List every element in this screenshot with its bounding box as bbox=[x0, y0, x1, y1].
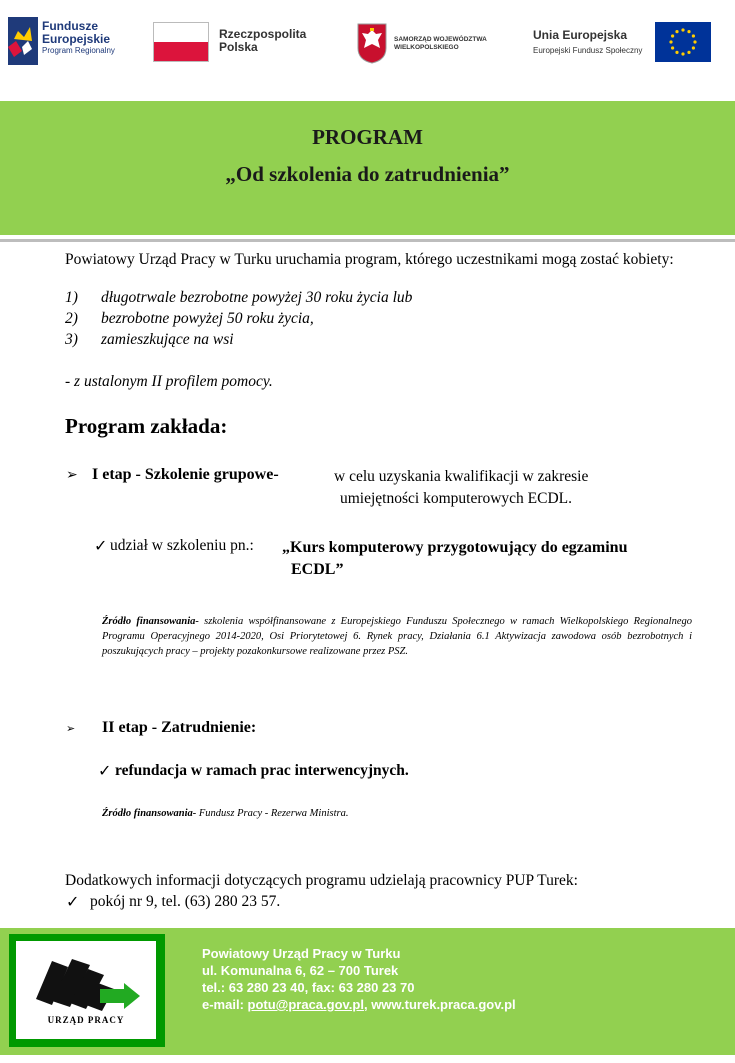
stage2-funding-source: Źródło finansowania- Fundusz Pracy - Rezerwa Ministra. bbox=[102, 808, 349, 819]
footer-contact bbox=[202, 945, 516, 1013]
fe-star-icon bbox=[8, 17, 38, 65]
program-heading: Program zakłada: bbox=[65, 414, 228, 438]
more-info-text: Dodatkowych informacji dotyczących programu udzielają pracownicy PUP Turek: bbox=[65, 872, 578, 889]
check-icon: ✓ bbox=[94, 538, 108, 555]
pup-logo-label: URZĄD PRACY bbox=[47, 1015, 125, 1025]
office-address: ul. Komunalna 6, 62 – 700 Turek bbox=[202, 963, 399, 978]
rzeczpospolita-polska-logo bbox=[153, 22, 323, 62]
ue-line1: Unia Europejska bbox=[533, 28, 628, 42]
course-name: „Kurs komputerowy przygotowujący do egzaminu ECDL” bbox=[282, 539, 628, 578]
divider bbox=[0, 239, 735, 242]
eu-flag-icon bbox=[655, 22, 711, 62]
stage1-funding-source: Źródło finansowania- szkolenia współfinansowane z Europejskiego Funduszu Społecznego w ramach Wielkopolskiego Regionalnego Programu Operacyjnego 2014-2020, Osi Priorytetowej 6. Rynek pracy, Działania 6.1 Aktywizacja zawodowa osób bezrobotnych i poszukujących pracy – projekty pozakonkursowe realizowane przez PSZ. bbox=[102, 616, 692, 657]
email-link[interactable]: potu@praca.gov.pl bbox=[247, 997, 364, 1012]
pl-line1: Rzeczpospolita bbox=[219, 27, 307, 41]
title-banner bbox=[0, 101, 735, 235]
page-subtitle: „Od szkolenia do zatrudnienia” bbox=[225, 162, 510, 186]
stage1-title: I etap - Szkolenie grupowe- bbox=[92, 466, 279, 483]
fundusze-europejskie-logo bbox=[8, 17, 128, 65]
pup-logo bbox=[16, 941, 156, 1039]
stage1-description: w celu uzyskania kwalifikacji w zakresie umiejętności komputerowych ECDL. bbox=[334, 468, 589, 507]
profile-note: - z ustalonym II profilem pomocy. bbox=[65, 373, 273, 390]
polish-flag-icon bbox=[153, 22, 209, 62]
samorzad-logo bbox=[356, 22, 506, 64]
sw-line1: SAMORZĄD WOJEWÓDZTWA bbox=[394, 36, 487, 43]
logo-strip bbox=[0, 0, 735, 80]
ue-line2: Europejski Fundusz Społeczny bbox=[533, 46, 643, 55]
office-email-line: e-mail: potu@praca.gov.pl, www.turek.praca.gov.pl bbox=[202, 997, 516, 1012]
fe-line1: Fundusze bbox=[42, 19, 98, 33]
stage2-title: II etap - Zatrudnienie: bbox=[102, 719, 257, 736]
arrow-bullet-icon: ➢ bbox=[66, 723, 76, 735]
arrow-bullet-icon: ➢ bbox=[66, 468, 78, 483]
unia-europejska-logo bbox=[533, 22, 713, 64]
check-icon: ✓ bbox=[66, 894, 80, 911]
office-name: Powiatowy Urząd Pracy w Turku bbox=[202, 946, 401, 961]
office-phone: tel.: 63 280 23 40, fax: 63 280 23 70 bbox=[202, 980, 415, 995]
check-icon: ✓ bbox=[98, 763, 112, 780]
intro-paragraph: Powiatowy Urząd Pracy w Turku uruchamia program, którego uczestnikami mogą zostać kobiety: bbox=[65, 251, 674, 268]
room-contact: pokój nr 9, tel. (63) 280 23 57. bbox=[90, 893, 281, 910]
website-text[interactable]: , www.turek.praca.gov.pl bbox=[363, 997, 516, 1012]
participation-label: udział w szkoleniu pn.: bbox=[110, 537, 254, 554]
page-title: PROGRAM bbox=[312, 125, 423, 149]
stage2-item: refundacja w ramach prac interwencyjnych. bbox=[115, 762, 409, 779]
pl-line2: Polska bbox=[219, 40, 258, 54]
sw-line2: WIELKOPOLSKIEGO bbox=[394, 44, 459, 51]
fe-line2: Europejskie bbox=[42, 32, 111, 46]
fe-line3: Program Regionalny bbox=[42, 46, 115, 55]
eagle-crest-icon bbox=[356, 22, 388, 64]
